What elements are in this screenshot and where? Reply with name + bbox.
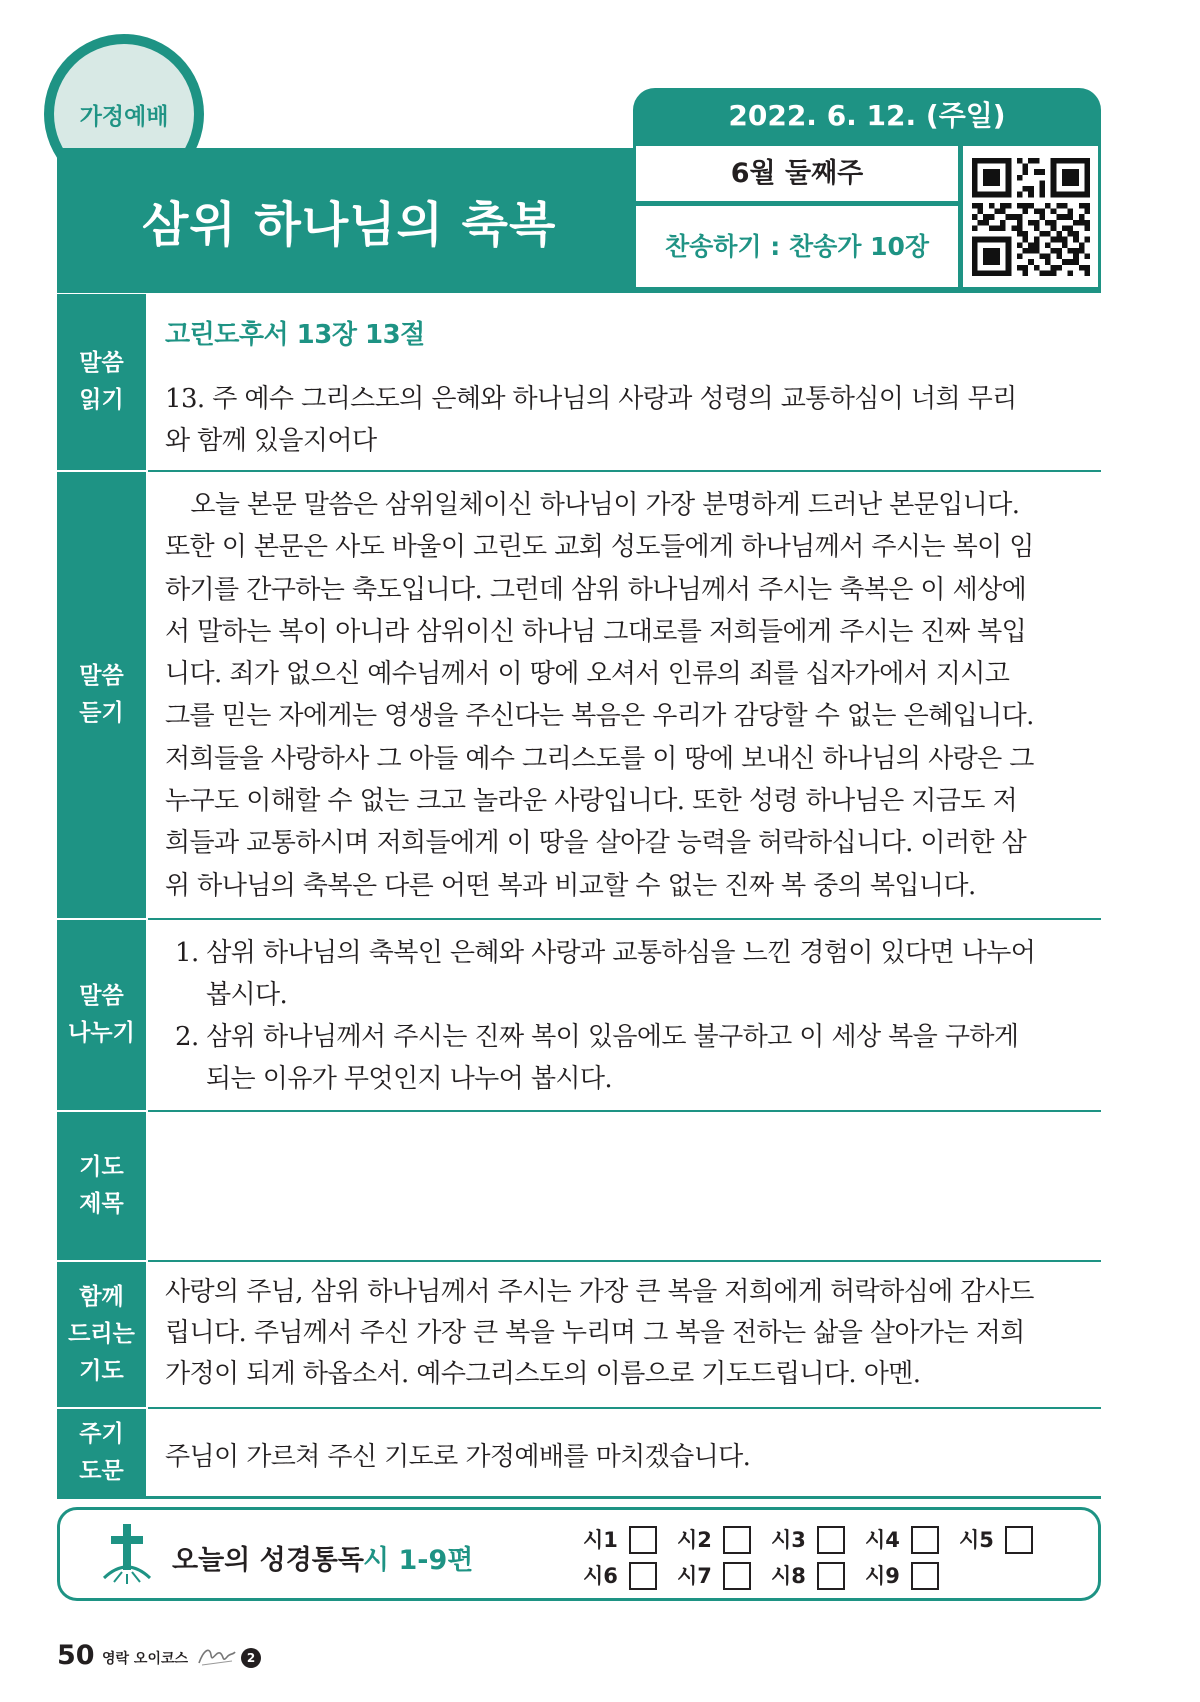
question-2: 2. 삼위 하나님께서 주시는 진짜 복이 있음에도 불구하고 이 세상 복을 구하게 (175, 1022, 1019, 1052)
signature-logo-icon (196, 1643, 238, 1669)
section-label-listening: 말씀 듣기 (57, 472, 146, 918)
page-title: 삼위 하나님의 축복 (142, 197, 557, 253)
sermon-line: 저희들을 사랑하사 그 아들 예수 그리스도를 이 땅에 보내신 하나님의 사랑은 그 (165, 743, 1034, 774)
section-divider (57, 1496, 1101, 1499)
checkbox-square[interactable] (911, 1562, 939, 1590)
checkbox-square[interactable] (629, 1562, 657, 1590)
sermon-line: 희들과 교통하시며 저희들에게 이 땅을 살아갈 능력을 허락하십니다. 이러한 삼 (165, 828, 1027, 859)
scripture-verse: 13. 주 예수 그리스도의 은혜와 하나님의 사랑과 성령의 교통하심이 너희 무리 와 함께 있을지어다 (165, 384, 1017, 456)
book-title: 영락 오이코스 (102, 1651, 189, 1667)
reading-checkbox[interactable]: 시9 (865, 1561, 900, 1591)
checkbox-square[interactable] (817, 1526, 845, 1554)
qr-code-icon[interactable] (963, 146, 1098, 287)
worship-date: 2022. 6. 12. (주일) (728, 99, 1006, 132)
sermon-line: 그를 믿는 자에게는 영생을 주신다는 복음은 우리가 감당할 수 없는 은혜입니다. (165, 701, 1034, 732)
reading-checkbox[interactable]: 시3 (771, 1525, 806, 1555)
section-divider (148, 470, 1101, 472)
checkbox-square[interactable] (911, 1526, 939, 1554)
reading-checkbox[interactable]: 시8 (771, 1561, 806, 1591)
section-label-closing: 주기 도문 (57, 1409, 146, 1497)
hymn-label: 찬송하기 : 찬송가 10장 (636, 206, 958, 287)
checkbox-square[interactable] (723, 1562, 751, 1590)
week-label: 6월 둘째주 (636, 146, 958, 201)
checkbox-square[interactable] (1005, 1526, 1033, 1554)
checkbox-square[interactable] (723, 1526, 751, 1554)
bible-reading-range: 시 1-9편 (363, 1545, 474, 1576)
sharing-questions: 1. 삼위 하나님의 축복인 은혜와 사랑과 교통하심을 느낀 경험이 있다면 나누어 봅시다. 2. 삼위 하나님께서 주시는 진짜 복이 있음에도 불구하고 이 세상 복을 구하게 되는 이유가 무엇인지 나누어 봅시다. (175, 932, 1035, 1100)
badge-label: 가정예배 (54, 44, 194, 184)
section-label-prayer: 함께 드리는 기도 (57, 1262, 146, 1407)
sermon-line: 서 말하는 복이 아니라 삼위이신 하나님 그대로를 저희들에게 주시는 진짜 복입 (165, 616, 1027, 647)
section-label-prayer-title: 기도 제목 (57, 1112, 146, 1260)
section-divider (148, 1407, 1101, 1409)
page-number: 50 (57, 1640, 95, 1671)
reading-checkbox[interactable]: 시1 (583, 1525, 618, 1555)
sermon-line: 니다. 죄가 없으신 예수님께서 이 땅에 오셔서 인류의 죄를 십자가에서 지시고 (165, 659, 1010, 690)
reading-checkbox[interactable]: 시4 (865, 1525, 900, 1555)
section-divider (148, 918, 1101, 920)
section-label-reading: 말씀 읽기 (57, 294, 146, 470)
section-divider (148, 1260, 1101, 1262)
bible-reading-box (57, 1507, 1101, 1601)
closing-text: 주님이 가르쳐 주신 기도로 가정예배를 마치겠습니다. (165, 1442, 751, 1472)
question-1: 1. 삼위 하나님의 축복인 은혜와 사랑과 교통하심을 느낀 경험이 있다면 나누어 (175, 938, 1036, 968)
sermon-line: 하기를 간구하는 축도입니다. 그런데 삼위 하나님께서 주시는 축복은 이 세상에 (165, 574, 1027, 605)
sermon-line: 누구도 이해할 수 없는 크고 놀라운 사랑입니다. 또한 성령 하나님은 지금도 저 (165, 786, 1017, 817)
reading-checkbox[interactable]: 시7 (677, 1561, 712, 1591)
sermon-line: 오늘 본문 말씀은 삼위일체이신 하나님이 가장 분명하게 드러난 본문입니다. (165, 490, 1020, 520)
sermon-line: 또한 이 본문은 사도 바울이 고린도 교회 성도들에게 하나님께서 주시는 복이 임 (165, 532, 1034, 563)
checkbox-square[interactable] (817, 1562, 845, 1590)
reading-checkbox[interactable]: 시2 (677, 1525, 712, 1555)
reading-checkbox[interactable]: 시5 (959, 1525, 994, 1555)
bible-reading-title: 오늘의 성경통독 (172, 1545, 364, 1576)
section-label-sharing: 말씀 나누기 (57, 920, 146, 1110)
checkbox-square[interactable] (629, 1526, 657, 1554)
cross-icon (102, 1522, 152, 1584)
sermon-line: 위 하나님의 축복은 다른 어떤 복과 비교할 수 없는 진짜 복 중의 복입니다. (165, 870, 976, 901)
prayer-text: 사랑의 주님, 삼위 하나님께서 주시는 가장 큰 복을 저희에게 허락하심에 감사드 립니다. 주님께서 주신 가장 큰 복을 누리며 그 복을 전하는 삶을 살아가는 저희 가정이 되게 하옵소서. 예수그리스도의 이름으로 기도드립니다. 아멘. (165, 1277, 1034, 1389)
reading-checkbox[interactable]: 시6 (583, 1561, 618, 1591)
header-divider (57, 290, 1101, 293)
sermon-text (165, 484, 1034, 907)
info-box (633, 88, 1101, 290)
scripture-reference: 고린도후서 13장 13절 (165, 320, 425, 350)
section-divider (148, 1110, 1101, 1112)
title-bar (57, 148, 633, 290)
volume-badge: 2 (241, 1648, 261, 1668)
